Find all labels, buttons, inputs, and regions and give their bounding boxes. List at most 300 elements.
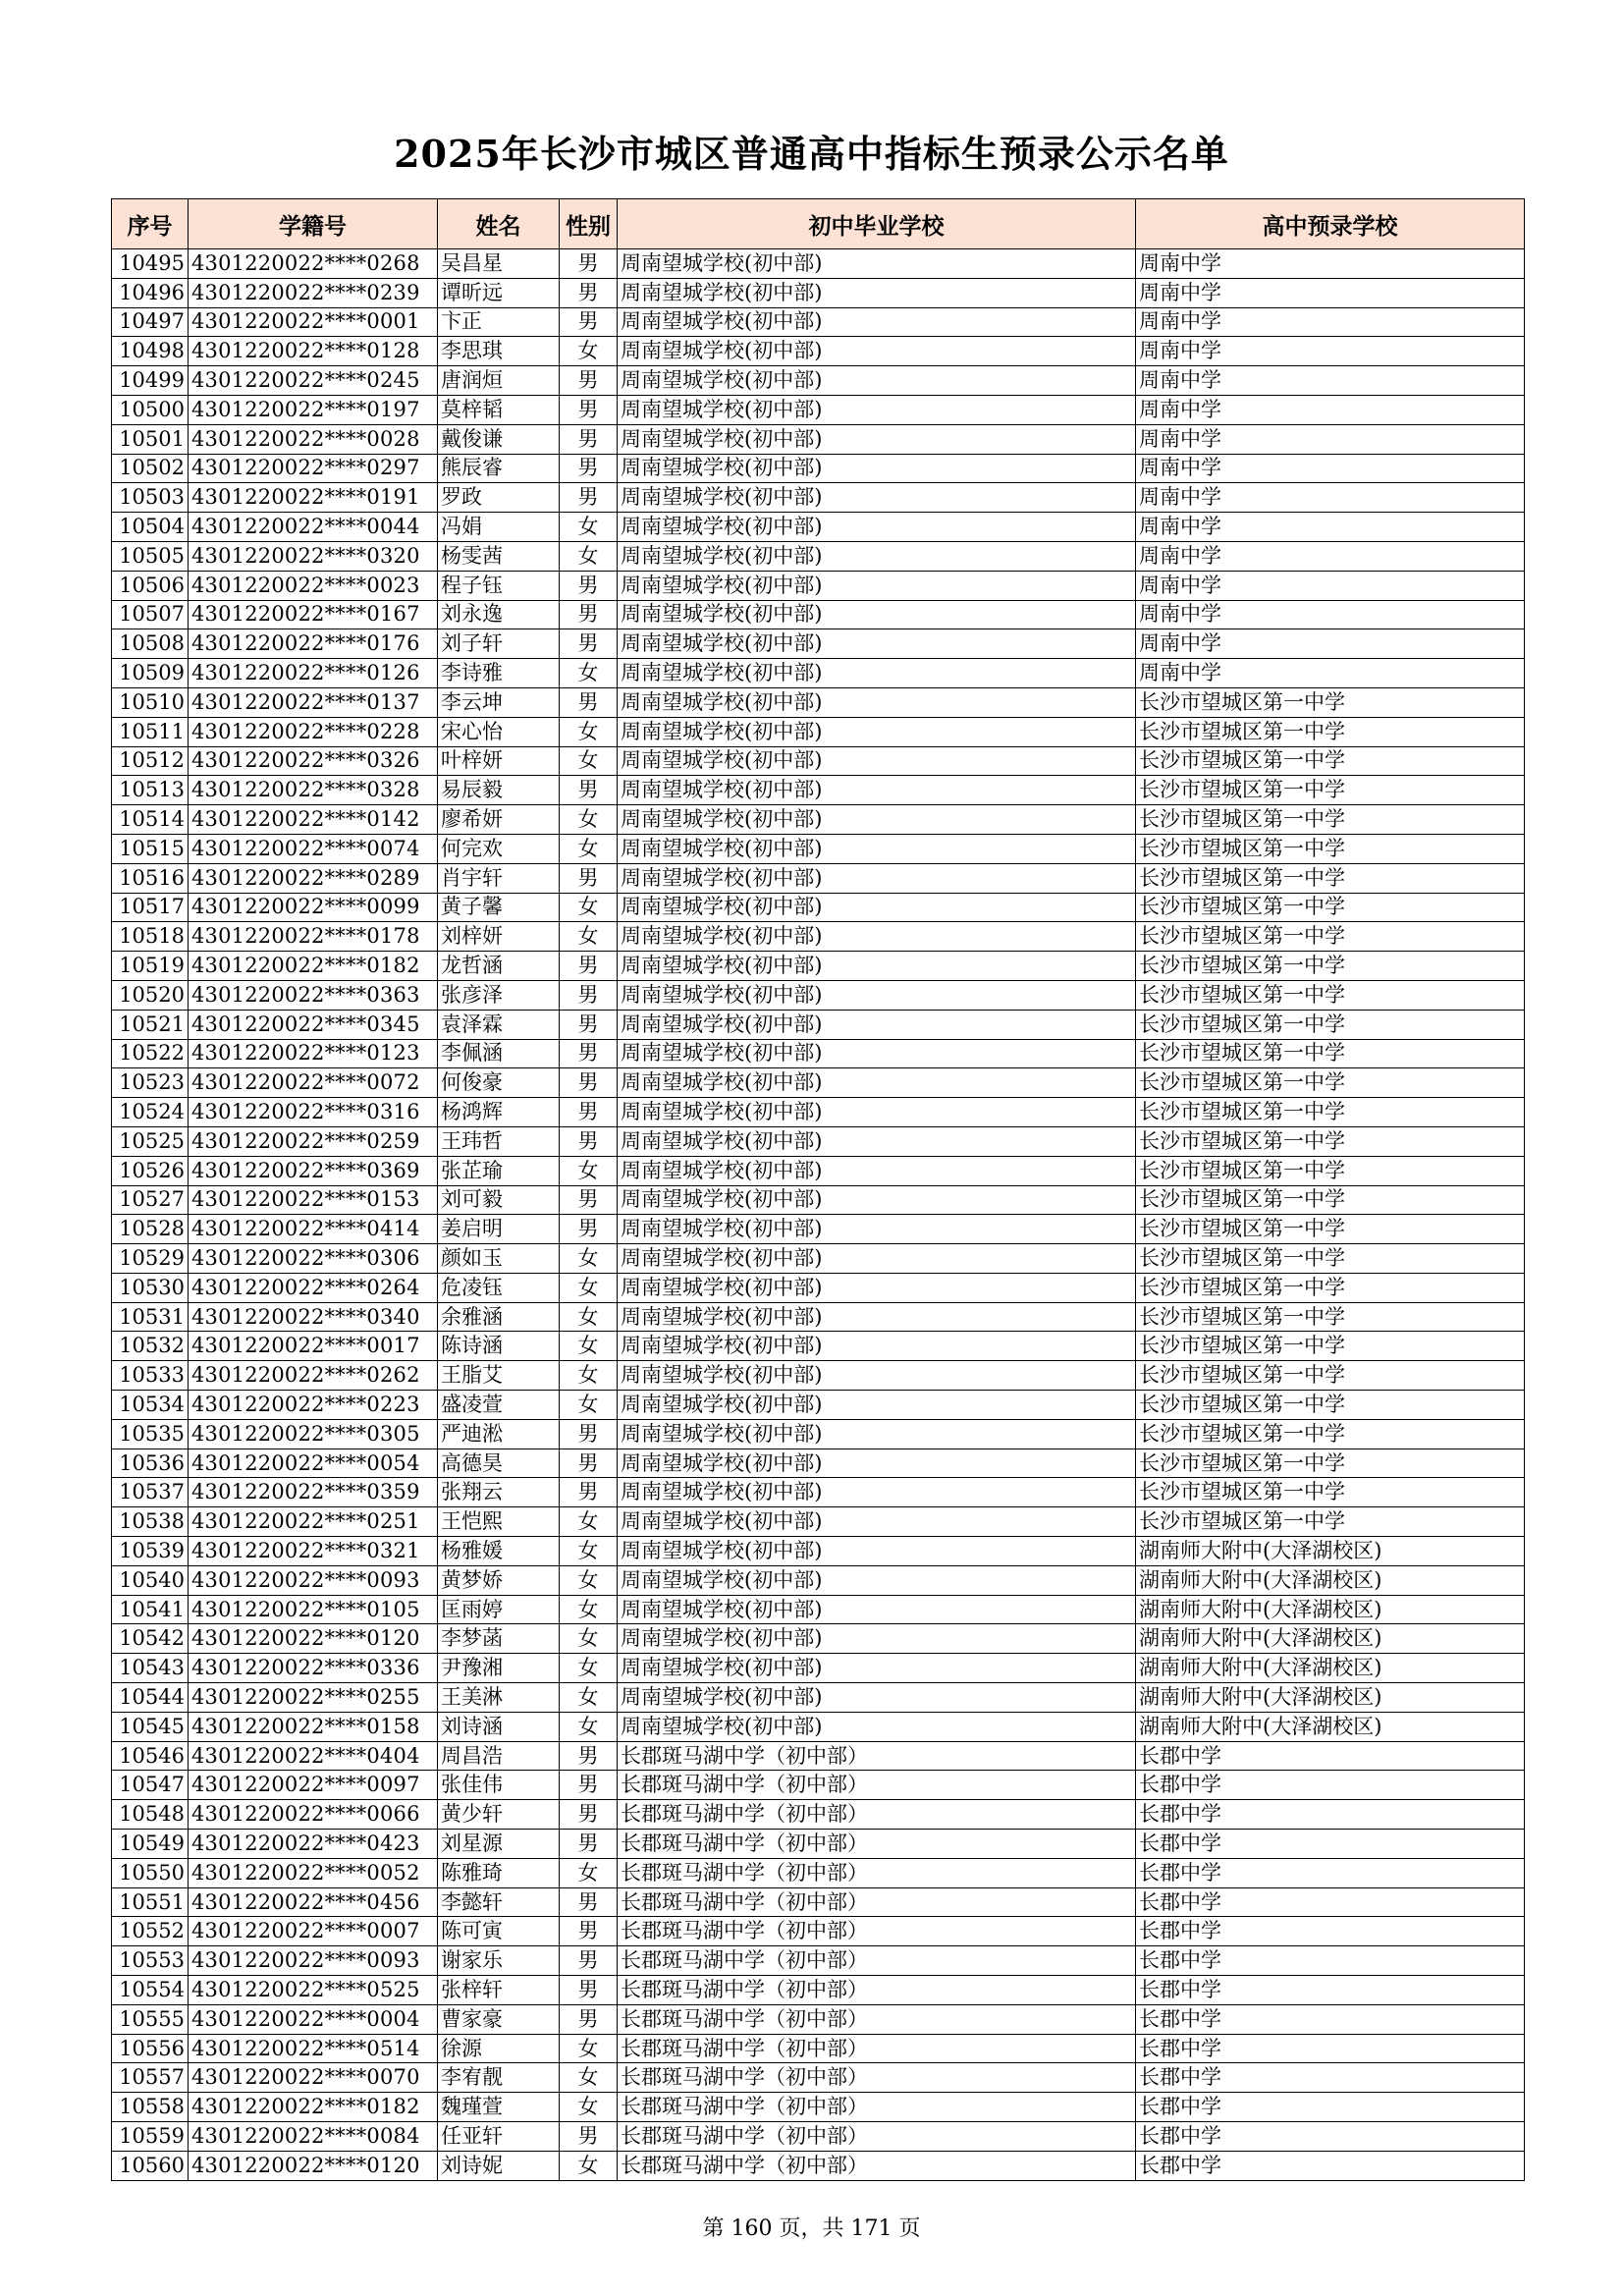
cell-student-id: 4301220022****0268	[189, 249, 438, 279]
cell-seq: 10551	[112, 1887, 189, 1917]
cell-middle-school: 周南望城学校(初中部)	[618, 1507, 1136, 1537]
cell-high-school: 长沙市望城区第一中学	[1136, 1010, 1525, 1039]
cell-gender: 女	[560, 1654, 618, 1683]
cell-gender: 女	[560, 805, 618, 835]
cell-student-id: 4301220022****0423	[189, 1830, 438, 1859]
cell-seq: 10538	[112, 1507, 189, 1537]
table-row	[112, 952, 1525, 981]
cell-high-school: 长沙市望城区第一中学	[1136, 1332, 1525, 1361]
cell-high-school: 湖南师大附中(大泽湖校区)	[1136, 1624, 1525, 1654]
cell-name: 杨雯茜	[438, 541, 560, 571]
cell-student-id: 4301220022****0028	[189, 424, 438, 454]
table-row	[112, 1449, 1525, 1478]
table-row	[112, 1830, 1525, 1859]
cell-gender: 女	[560, 1507, 618, 1537]
cell-seq: 10560	[112, 2151, 189, 2180]
cell-name: 刘永逸	[438, 600, 560, 629]
cell-seq: 10513	[112, 776, 189, 805]
cell-gender: 男	[560, 1800, 618, 1830]
cell-seq: 10530	[112, 1273, 189, 1302]
cell-student-id: 4301220022****0363	[189, 980, 438, 1010]
cell-gender: 男	[560, 1917, 618, 1946]
cell-seq: 10517	[112, 893, 189, 922]
cell-gender: 女	[560, 541, 618, 571]
cell-middle-school: 周南望城学校(初中部)	[618, 1039, 1136, 1068]
cell-student-id: 4301220022****0264	[189, 1273, 438, 1302]
cell-name: 罗政	[438, 483, 560, 513]
cell-gender: 男	[560, 1419, 618, 1449]
header-name: 姓名	[438, 199, 560, 249]
cell-high-school: 长沙市望城区第一中学	[1136, 863, 1525, 893]
table-row	[112, 1654, 1525, 1683]
cell-name: 高德昊	[438, 1449, 560, 1478]
table-row	[112, 1741, 1525, 1771]
cell-seq: 10534	[112, 1391, 189, 1420]
cell-student-id: 4301220022****0182	[189, 952, 438, 981]
table-row	[112, 366, 1525, 396]
cell-middle-school: 周南望城学校(初中部)	[618, 659, 1136, 688]
cell-student-id: 4301220022****0191	[189, 483, 438, 513]
cell-name: 黄少轩	[438, 1800, 560, 1830]
cell-seq: 10546	[112, 1741, 189, 1771]
cell-student-id: 4301220022****0514	[189, 2034, 438, 2063]
cell-middle-school: 周南望城学校(初中部)	[618, 424, 1136, 454]
cell-name: 王玮哲	[438, 1126, 560, 1156]
cell-student-id: 4301220022****0289	[189, 863, 438, 893]
cell-name: 熊辰睿	[438, 454, 560, 483]
cell-middle-school: 周南望城学校(初中部)	[618, 1537, 1136, 1566]
cell-seq: 10552	[112, 1917, 189, 1946]
cell-high-school: 长沙市望城区第一中学	[1136, 1185, 1525, 1215]
cell-seq: 10545	[112, 1712, 189, 1741]
cell-name: 程子钰	[438, 571, 560, 600]
cell-middle-school: 周南望城学校(初中部)	[618, 952, 1136, 981]
cell-name: 莫梓韬	[438, 395, 560, 424]
cell-name: 廖希妍	[438, 805, 560, 835]
cell-seq: 10501	[112, 424, 189, 454]
cell-seq: 10557	[112, 2063, 189, 2093]
table-header-row	[112, 199, 1525, 249]
cell-student-id: 4301220022****0228	[189, 717, 438, 746]
cell-seq: 10518	[112, 922, 189, 952]
cell-gender: 女	[560, 1683, 618, 1713]
cell-middle-school: 周南望城学校(初中部)	[618, 687, 1136, 717]
cell-middle-school: 周南望城学校(初中部)	[618, 1068, 1136, 1098]
table-row	[112, 541, 1525, 571]
cell-gender: 男	[560, 1887, 618, 1917]
cell-gender: 女	[560, 1565, 618, 1595]
cell-gender: 男	[560, 629, 618, 659]
cell-student-id: 4301220022****0153	[189, 1185, 438, 1215]
cell-seq: 10511	[112, 717, 189, 746]
cell-student-id: 4301220022****0066	[189, 1800, 438, 1830]
cell-student-id: 4301220022****0525	[189, 1976, 438, 2005]
cell-high-school: 周南中学	[1136, 541, 1525, 571]
cell-high-school: 湖南师大附中(大泽湖校区)	[1136, 1683, 1525, 1713]
cell-gender: 男	[560, 1976, 618, 2005]
cell-name: 吴昌星	[438, 249, 560, 279]
cell-student-id: 4301220022****0336	[189, 1654, 438, 1683]
cell-middle-school: 周南望城学校(初中部)	[618, 395, 1136, 424]
cell-middle-school: 周南望城学校(初中部)	[618, 1126, 1136, 1156]
table-row	[112, 1976, 1525, 2005]
cell-gender: 男	[560, 687, 618, 717]
cell-seq: 10504	[112, 513, 189, 542]
cell-seq: 10512	[112, 746, 189, 776]
cell-middle-school: 长郡斑马湖中学（初中部）	[618, 2004, 1136, 2034]
cell-high-school: 周南中学	[1136, 424, 1525, 454]
cell-gender: 男	[560, 1215, 618, 1244]
cell-name: 匡雨婷	[438, 1595, 560, 1624]
cell-student-id: 4301220022****0120	[189, 2151, 438, 2180]
cell-seq: 10554	[112, 1976, 189, 2005]
cell-student-id: 4301220022****0328	[189, 776, 438, 805]
cell-student-id: 4301220022****0456	[189, 1887, 438, 1917]
cell-middle-school: 周南望城学校(初中部)	[618, 1244, 1136, 1274]
header-seq: 序号	[112, 199, 189, 249]
cell-gender: 男	[560, 1068, 618, 1098]
cell-gender: 女	[560, 2034, 618, 2063]
table-row	[112, 249, 1525, 279]
cell-gender: 女	[560, 1712, 618, 1741]
cell-high-school: 长郡中学	[1136, 2004, 1525, 2034]
cell-name: 刘梓妍	[438, 922, 560, 952]
table-row	[112, 1185, 1525, 1215]
cell-seq: 10516	[112, 863, 189, 893]
cell-student-id: 4301220022****0326	[189, 746, 438, 776]
table-row	[112, 1010, 1525, 1039]
cell-gender: 男	[560, 952, 618, 981]
cell-middle-school: 周南望城学校(初中部)	[618, 1683, 1136, 1713]
cell-seq: 10548	[112, 1800, 189, 1830]
cell-gender: 女	[560, 1244, 618, 1274]
cell-high-school: 长郡中学	[1136, 1800, 1525, 1830]
cell-middle-school: 周南望城学校(初中部)	[618, 307, 1136, 337]
cell-high-school: 周南中学	[1136, 395, 1525, 424]
cell-middle-school: 周南望城学校(初中部)	[618, 863, 1136, 893]
cell-high-school: 周南中学	[1136, 366, 1525, 396]
table-row	[112, 717, 1525, 746]
cell-middle-school: 周南望城学校(初中部)	[618, 1332, 1136, 1361]
table-row	[112, 1039, 1525, 1068]
cell-seq: 10547	[112, 1771, 189, 1800]
cell-student-id: 4301220022****0007	[189, 1917, 438, 1946]
cell-seq: 10506	[112, 571, 189, 600]
cell-middle-school: 周南望城学校(初中部)	[618, 454, 1136, 483]
cell-gender: 男	[560, 395, 618, 424]
cell-student-id: 4301220022****0251	[189, 1507, 438, 1537]
table-body	[112, 249, 1525, 2181]
cell-seq: 10509	[112, 659, 189, 688]
cell-middle-school: 周南望城学校(初中部)	[618, 1215, 1136, 1244]
cell-gender: 男	[560, 1039, 618, 1068]
cell-name: 尹豫湘	[438, 1654, 560, 1683]
cell-gender: 男	[560, 2004, 618, 2034]
cell-student-id: 4301220022****0099	[189, 893, 438, 922]
table-row	[112, 1244, 1525, 1274]
cell-middle-school: 长郡斑马湖中学（初中部）	[618, 2093, 1136, 2122]
cell-student-id: 4301220022****0404	[189, 1741, 438, 1771]
cell-student-id: 4301220022****0167	[189, 600, 438, 629]
cell-seq: 10531	[112, 1302, 189, 1332]
cell-gender: 女	[560, 1858, 618, 1887]
cell-name: 刘诗妮	[438, 2151, 560, 2180]
cell-name: 谢家乐	[438, 1946, 560, 1976]
cell-middle-school: 周南望城学校(初中部)	[618, 1098, 1136, 1127]
cell-student-id: 4301220022****0223	[189, 1391, 438, 1420]
table-row	[112, 980, 1525, 1010]
cell-seq: 10508	[112, 629, 189, 659]
table-row	[112, 1887, 1525, 1917]
cell-gender: 男	[560, 571, 618, 600]
cell-gender: 女	[560, 513, 618, 542]
cell-gender: 女	[560, 834, 618, 863]
cell-middle-school: 长郡斑马湖中学（初中部）	[618, 1771, 1136, 1800]
cell-seq: 10497	[112, 307, 189, 337]
cell-high-school: 长沙市望城区第一中学	[1136, 1449, 1525, 1478]
cell-high-school: 长沙市望城区第一中学	[1136, 776, 1525, 805]
cell-student-id: 4301220022****0126	[189, 659, 438, 688]
cell-gender: 男	[560, 454, 618, 483]
cell-student-id: 4301220022****0001	[189, 307, 438, 337]
cell-seq: 10519	[112, 952, 189, 981]
cell-student-id: 4301220022****0084	[189, 2122, 438, 2152]
cell-student-id: 4301220022****0004	[189, 2004, 438, 2034]
cell-high-school: 长郡中学	[1136, 1741, 1525, 1771]
cell-name: 叶梓妍	[438, 746, 560, 776]
table-row	[112, 893, 1525, 922]
cell-middle-school: 长郡斑马湖中学（初中部）	[618, 2122, 1136, 2152]
table-row	[112, 1858, 1525, 1887]
table-row	[112, 805, 1525, 835]
cell-seq: 10555	[112, 2004, 189, 2034]
cell-middle-school: 周南望城学校(初中部)	[618, 249, 1136, 279]
cell-seq: 10526	[112, 1156, 189, 1185]
table-row	[112, 1391, 1525, 1420]
cell-gender: 女	[560, 922, 618, 952]
cell-name: 刘星源	[438, 1830, 560, 1859]
cell-middle-school: 周南望城学校(初中部)	[618, 513, 1136, 542]
cell-name: 袁泽霖	[438, 1010, 560, 1039]
cell-middle-school: 周南望城学校(初中部)	[618, 1156, 1136, 1185]
cell-gender: 女	[560, 337, 618, 366]
cell-high-school: 长沙市望城区第一中学	[1136, 1156, 1525, 1185]
cell-high-school: 长沙市望城区第一中学	[1136, 1039, 1525, 1068]
table-row	[112, 1068, 1525, 1098]
cell-name: 王脂艾	[438, 1361, 560, 1391]
cell-seq: 10541	[112, 1595, 189, 1624]
cell-gender: 男	[560, 600, 618, 629]
table-row	[112, 1565, 1525, 1595]
cell-seq: 10496	[112, 278, 189, 307]
cell-gender: 女	[560, 746, 618, 776]
cell-name: 徐源	[438, 2034, 560, 2063]
table-row	[112, 483, 1525, 513]
cell-student-id: 4301220022****0340	[189, 1302, 438, 1332]
cell-name: 黄梦娇	[438, 1565, 560, 1595]
cell-high-school: 周南中学	[1136, 600, 1525, 629]
cell-name: 刘诗涵	[438, 1712, 560, 1741]
cell-student-id: 4301220022****0259	[189, 1126, 438, 1156]
cell-high-school: 周南中学	[1136, 629, 1525, 659]
cell-name: 严迪淞	[438, 1419, 560, 1449]
table-row	[112, 1126, 1525, 1156]
cell-name: 肖宇轩	[438, 863, 560, 893]
cell-seq: 10558	[112, 2093, 189, 2122]
cell-middle-school: 周南望城学校(初中部)	[618, 483, 1136, 513]
cell-name: 王恺熙	[438, 1507, 560, 1537]
cell-middle-school: 周南望城学校(初中部)	[618, 746, 1136, 776]
cell-student-id: 4301220022****0158	[189, 1712, 438, 1741]
cell-student-id: 4301220022****0052	[189, 1858, 438, 1887]
cell-gender: 男	[560, 424, 618, 454]
cell-gender: 男	[560, 483, 618, 513]
cell-high-school: 长沙市望城区第一中学	[1136, 922, 1525, 952]
cell-name: 盛凌萱	[438, 1391, 560, 1420]
cell-middle-school: 周南望城学校(初中部)	[618, 805, 1136, 835]
table-row	[112, 863, 1525, 893]
cell-high-school: 长沙市望城区第一中学	[1136, 1302, 1525, 1332]
cell-gender: 男	[560, 1126, 618, 1156]
cell-middle-school: 周南望城学校(初中部)	[618, 1654, 1136, 1683]
cell-name: 杨雅媛	[438, 1537, 560, 1566]
cell-seq: 10549	[112, 1830, 189, 1859]
cell-student-id: 4301220022****0245	[189, 366, 438, 396]
cell-student-id: 4301220022****0239	[189, 278, 438, 307]
cell-name: 卞正	[438, 307, 560, 337]
cell-middle-school: 周南望城学校(初中部)	[618, 366, 1136, 396]
cell-student-id: 4301220022****0178	[189, 922, 438, 952]
cell-student-id: 4301220022****0074	[189, 834, 438, 863]
cell-seq: 10532	[112, 1332, 189, 1361]
cell-middle-school: 周南望城学校(初中部)	[618, 1185, 1136, 1215]
cell-student-id: 4301220022****0414	[189, 1215, 438, 1244]
cell-high-school: 长沙市望城区第一中学	[1136, 893, 1525, 922]
cell-high-school: 长沙市望城区第一中学	[1136, 1361, 1525, 1391]
table-row	[112, 307, 1525, 337]
cell-middle-school: 长郡斑马湖中学（初中部）	[618, 1946, 1136, 1976]
cell-gender: 男	[560, 980, 618, 1010]
cell-high-school: 长沙市望城区第一中学	[1136, 1244, 1525, 1274]
cell-gender: 男	[560, 1946, 618, 1976]
cell-student-id: 4301220022****0123	[189, 1039, 438, 1068]
cell-seq: 10500	[112, 395, 189, 424]
cell-high-school: 周南中学	[1136, 483, 1525, 513]
table-row	[112, 776, 1525, 805]
table-row	[112, 922, 1525, 952]
cell-middle-school: 周南望城学校(初中部)	[618, 922, 1136, 952]
cell-student-id: 4301220022****0023	[189, 571, 438, 600]
cell-seq: 10502	[112, 454, 189, 483]
cell-name: 陈可寅	[438, 1917, 560, 1946]
cell-student-id: 4301220022****0305	[189, 1419, 438, 1449]
cell-name: 宋心怡	[438, 717, 560, 746]
cell-high-school: 长沙市望城区第一中学	[1136, 805, 1525, 835]
cell-gender: 女	[560, 1273, 618, 1302]
table-row	[112, 659, 1525, 688]
cell-name: 刘子轩	[438, 629, 560, 659]
cell-name: 李懿轩	[438, 1887, 560, 1917]
cell-name: 魏瑾萱	[438, 2093, 560, 2122]
cell-high-school: 长沙市望城区第一中学	[1136, 1215, 1525, 1244]
table-row	[112, 2093, 1525, 2122]
cell-high-school: 长郡中学	[1136, 1946, 1525, 1976]
cell-middle-school: 周南望城学校(初中部)	[618, 1419, 1136, 1449]
cell-gender: 女	[560, 2063, 618, 2093]
cell-seq: 10521	[112, 1010, 189, 1039]
table-row	[112, 1215, 1525, 1244]
cell-name: 姜启明	[438, 1215, 560, 1244]
cell-high-school: 长郡中学	[1136, 2034, 1525, 2063]
table-row	[112, 1419, 1525, 1449]
cell-seq: 10543	[112, 1654, 189, 1683]
table-row	[112, 1595, 1525, 1624]
table-row	[112, 1917, 1525, 1946]
cell-high-school: 长郡中学	[1136, 2151, 1525, 2180]
cell-name: 周昌浩	[438, 1741, 560, 1771]
cell-name: 张彦泽	[438, 980, 560, 1010]
cell-high-school: 长沙市望城区第一中学	[1136, 834, 1525, 863]
table-row	[112, 1361, 1525, 1391]
header-student-id: 学籍号	[189, 199, 438, 249]
cell-gender: 男	[560, 1830, 618, 1859]
cell-high-school: 长郡中学	[1136, 1917, 1525, 1946]
table-row	[112, 1946, 1525, 1976]
cell-gender: 女	[560, 1302, 618, 1332]
table-row	[112, 2063, 1525, 2093]
cell-gender: 女	[560, 1624, 618, 1654]
cell-seq: 10524	[112, 1098, 189, 1127]
cell-seq: 10542	[112, 1624, 189, 1654]
cell-gender: 男	[560, 1010, 618, 1039]
cell-seq: 10522	[112, 1039, 189, 1068]
cell-name: 张佳伟	[438, 1771, 560, 1800]
cell-seq: 10507	[112, 600, 189, 629]
table-row	[112, 1273, 1525, 1302]
cell-middle-school: 周南望城学校(初中部)	[618, 893, 1136, 922]
cell-student-id: 4301220022****0054	[189, 1449, 438, 1478]
cell-name: 李思琪	[438, 337, 560, 366]
cell-high-school: 长沙市望城区第一中学	[1136, 717, 1525, 746]
cell-student-id: 4301220022****0142	[189, 805, 438, 835]
table-row	[112, 1156, 1525, 1185]
cell-seq: 10503	[112, 483, 189, 513]
cell-gender: 男	[560, 307, 618, 337]
cell-middle-school: 周南望城学校(初中部)	[618, 1302, 1136, 1332]
table-row	[112, 1800, 1525, 1830]
cell-high-school: 湖南师大附中(大泽湖校区)	[1136, 1565, 1525, 1595]
cell-name: 危凌钰	[438, 1273, 560, 1302]
cell-student-id: 4301220022****0097	[189, 1771, 438, 1800]
cell-gender: 男	[560, 249, 618, 279]
cell-high-school: 长郡中学	[1136, 1771, 1525, 1800]
cell-middle-school: 周南望城学校(初中部)	[618, 337, 1136, 366]
cell-student-id: 4301220022****0321	[189, 1537, 438, 1566]
cell-student-id: 4301220022****0137	[189, 687, 438, 717]
cell-high-school: 长郡中学	[1136, 1976, 1525, 2005]
cell-seq: 10533	[112, 1361, 189, 1391]
cell-student-id: 4301220022****0255	[189, 1683, 438, 1713]
cell-middle-school: 周南望城学校(初中部)	[618, 1010, 1136, 1039]
table-row	[112, 278, 1525, 307]
cell-student-id: 4301220022****0262	[189, 1361, 438, 1391]
cell-gender: 男	[560, 776, 618, 805]
header-middle-school: 初中毕业学校	[618, 199, 1136, 249]
cell-high-school: 周南中学	[1136, 659, 1525, 688]
cell-middle-school: 长郡斑马湖中学（初中部）	[618, 2034, 1136, 2063]
cell-middle-school: 周南望城学校(初中部)	[618, 541, 1136, 571]
cell-student-id: 4301220022****0369	[189, 1156, 438, 1185]
